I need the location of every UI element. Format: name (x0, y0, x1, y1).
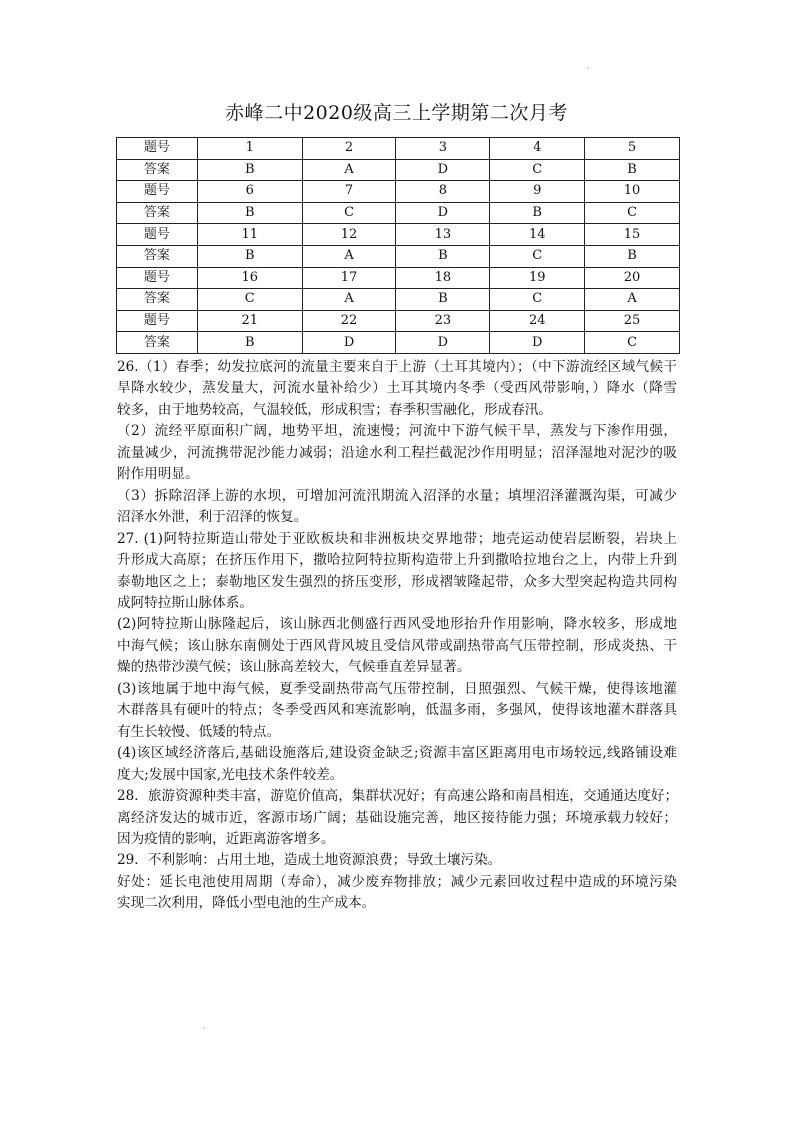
question-number-cell: 16 (197, 267, 302, 289)
row-label: 题号 (117, 267, 198, 289)
text-line: 沼泽水外泄，利于沼泽的恢复。 (117, 509, 308, 526)
question-number-cell: 3 (396, 138, 490, 160)
text-line: 附作用明显。 (117, 466, 199, 483)
text-line: 成阿特拉斯山脉体系。 (117, 594, 253, 611)
answer-paragraph (117, 786, 677, 850)
scan-speck (203, 1027, 204, 1028)
row-label: 题号 (117, 181, 198, 203)
answer-cell: C (585, 202, 680, 224)
question-number-row (117, 138, 680, 160)
answer-cell: A (302, 159, 396, 181)
text-line: 实现二次利用，降低小型电池的生产成本。 (117, 895, 376, 912)
row-label: 题号 (117, 310, 198, 332)
text-line: 燥的热带沙漠气候；该山脉高差较大，气候垂直差异显著。 (117, 659, 471, 676)
answer-text (117, 357, 677, 915)
question-number-cell: 25 (585, 310, 680, 332)
question-number-cell: 13 (396, 224, 490, 246)
text-line: 有生长较慢、低矮的特点。 (117, 723, 281, 740)
answer-row (117, 289, 680, 311)
question-number-cell: 19 (490, 267, 585, 289)
answer-cell: B (490, 202, 585, 224)
text-line: 中海气候；该山脉东南侧处于西风背风坡且受信风带或副热带高气压带控制，形成炎热、干 (117, 637, 677, 654)
answer-table (116, 137, 680, 354)
question-number-cell: 21 (197, 310, 302, 332)
answer-paragraph (117, 614, 677, 678)
answer-cell: C (585, 332, 680, 354)
question-number-cell: 5 (585, 138, 680, 160)
text-line: 离经济发达的城市近，客源市场广阔；基础设施完善，地区接待能力强；环境承载力较好； (117, 809, 677, 826)
answer-row (117, 159, 680, 181)
answer-cell: C (197, 289, 302, 311)
answer-cell: C (490, 159, 585, 181)
question-number-row (117, 267, 680, 289)
row-label: 答案 (117, 245, 198, 267)
question-number-cell: 23 (396, 310, 490, 332)
question-number-cell: 24 (490, 310, 585, 332)
answer-cell: D (490, 332, 585, 354)
text-line: (2)阿特拉斯山脉隆起后，该山脉西北侧盛行西风受地形抬升作用影响，降水较多，形成地 (117, 616, 677, 633)
answer-paragraph (117, 529, 677, 615)
question-number-cell: 22 (302, 310, 396, 332)
text-line: 因为疫情的影响，近距离游客增多。 (117, 830, 335, 847)
answer-paragraph (117, 679, 677, 743)
question-number-cell: 12 (302, 224, 396, 246)
question-number-cell: 18 (396, 267, 490, 289)
answer-row (117, 202, 680, 224)
text-line: 旱降水较少，蒸发量大，河流水量补给少）土耳其境内冬季（受西风带影响，）降水（降雪 (117, 380, 677, 397)
text-line: 度大;发展中国家,光电技术条件较差。 (117, 766, 344, 783)
question-number-cell: 17 (302, 267, 396, 289)
answer-cell: A (585, 289, 680, 311)
answer-cell: D (396, 159, 490, 181)
question-number-cell: 6 (197, 181, 302, 203)
row-label: 答案 (117, 332, 198, 354)
answer-paragraph (117, 743, 677, 786)
text-line: 29．不利影响：占用土地，造成土地资源浪费；导致土壤污染。 (117, 852, 502, 869)
answer-paragraph (117, 850, 677, 871)
answer-cell: D (396, 202, 490, 224)
answer-cell: B (585, 245, 680, 267)
text-line: 26.（1）春季；幼发拉底河的流量主要来自于上游（土耳其境内）；（中下游流经区域气候干 (117, 359, 677, 375)
answer-row (117, 245, 680, 267)
answer-cell: D (302, 332, 396, 354)
text-line: 28．旅游资源种类丰富，游览价值高，集群状况好；有高速公路和南昌相连，交通通达度好； (117, 788, 679, 805)
text-line: 泰勒地区之上；泰勒地区发生强烈的挤压变形，形成褶皱隆起带，众多大型突起构造共同构 (117, 573, 677, 590)
text-line: 较多，由于地势较高，气温较低，形成积雪；春季积雪融化，形成春汛。 (117, 401, 552, 418)
question-number-row (117, 224, 680, 246)
text-line: 27. (1)阿特拉斯造山带处于亚欧板块和非洲板块交界地带；地壳运动使岩层断裂，岩块上 (117, 530, 677, 547)
text-line: (4)该区域经济落后,基础设施落后,建设资金缺乏;资源丰富区距离用电市场较远,线路铺设难 (117, 745, 677, 762)
answer-cell: B (197, 332, 302, 354)
row-label: 答案 (117, 289, 198, 311)
answer-cell: B (585, 159, 680, 181)
text-line: 好处：延长电池使用周期（寿命），减少废弃物排放；减少元素回收过程中造成的环境污染 (117, 873, 677, 890)
scan-speck (588, 68, 589, 69)
question-number-cell: 2 (302, 138, 396, 160)
question-number-cell: 1 (197, 138, 302, 160)
answer-cell: C (302, 202, 396, 224)
answer-cell: B (197, 245, 302, 267)
row-label: 答案 (117, 202, 198, 224)
answer-cell: B (197, 159, 302, 181)
text-line: 升形成大高原；在挤压作用下，撒哈拉阿特拉斯构造带上升到撒哈拉地台之上，内带上升到 (117, 552, 677, 569)
text-line: 流量减少，河流携带泥沙能力减弱；沿途水利工程拦截泥沙作用明显；沼泽湿地对泥沙的吸 (117, 444, 677, 461)
question-number-cell: 11 (197, 224, 302, 246)
answer-cell: B (197, 202, 302, 224)
answer-paragraph (117, 872, 677, 915)
text-line: 木群落具有硬叶的特点；冬季受西风和寒流影响，低温多雨，多强风，使得该地灌木群落具 (117, 702, 677, 719)
question-number-cell: 8 (396, 181, 490, 203)
answer-cell: B (396, 289, 490, 311)
answer-cell: C (490, 245, 585, 267)
answer-cell: A (302, 245, 396, 267)
question-number-row (117, 181, 680, 203)
answer-paragraph (117, 357, 677, 421)
answer-cell: C (490, 289, 585, 311)
question-number-cell: 10 (585, 181, 680, 203)
answer-paragraph (117, 421, 677, 485)
question-number-cell: 15 (585, 224, 680, 246)
page-title: 赤峰二中2020级高三上学期第二次月考 (225, 102, 568, 124)
question-number-cell: 4 (490, 138, 585, 160)
answer-cell: D (396, 332, 490, 354)
question-number-cell: 7 (302, 181, 396, 203)
row-label: 题号 (117, 224, 198, 246)
row-label: 答案 (117, 159, 198, 181)
text-line: （2）流经平原面积广阔，地势平坦，流速慢；河流中下游气候干旱，蒸发与下渗作用强， (117, 423, 677, 440)
text-line: （3）拆除沼泽上游的水坝，可增加河流汛期流入沼泽的水量；填埋沼泽灌溉沟渠，可减少 (117, 487, 677, 504)
question-number-row (117, 310, 680, 332)
answer-cell: B (396, 245, 490, 267)
question-number-cell: 9 (490, 181, 585, 203)
answer-cell: A (302, 289, 396, 311)
question-number-cell: 20 (585, 267, 680, 289)
answer-row (117, 332, 680, 354)
answer-paragraph (117, 486, 677, 529)
question-number-cell: 14 (490, 224, 585, 246)
row-label: 题号 (117, 138, 198, 160)
text-line: (3)该地属于地中海气候，夏季受副热带高气压带控制，日照强烈、气候干燥，使得该地灌 (117, 680, 677, 697)
